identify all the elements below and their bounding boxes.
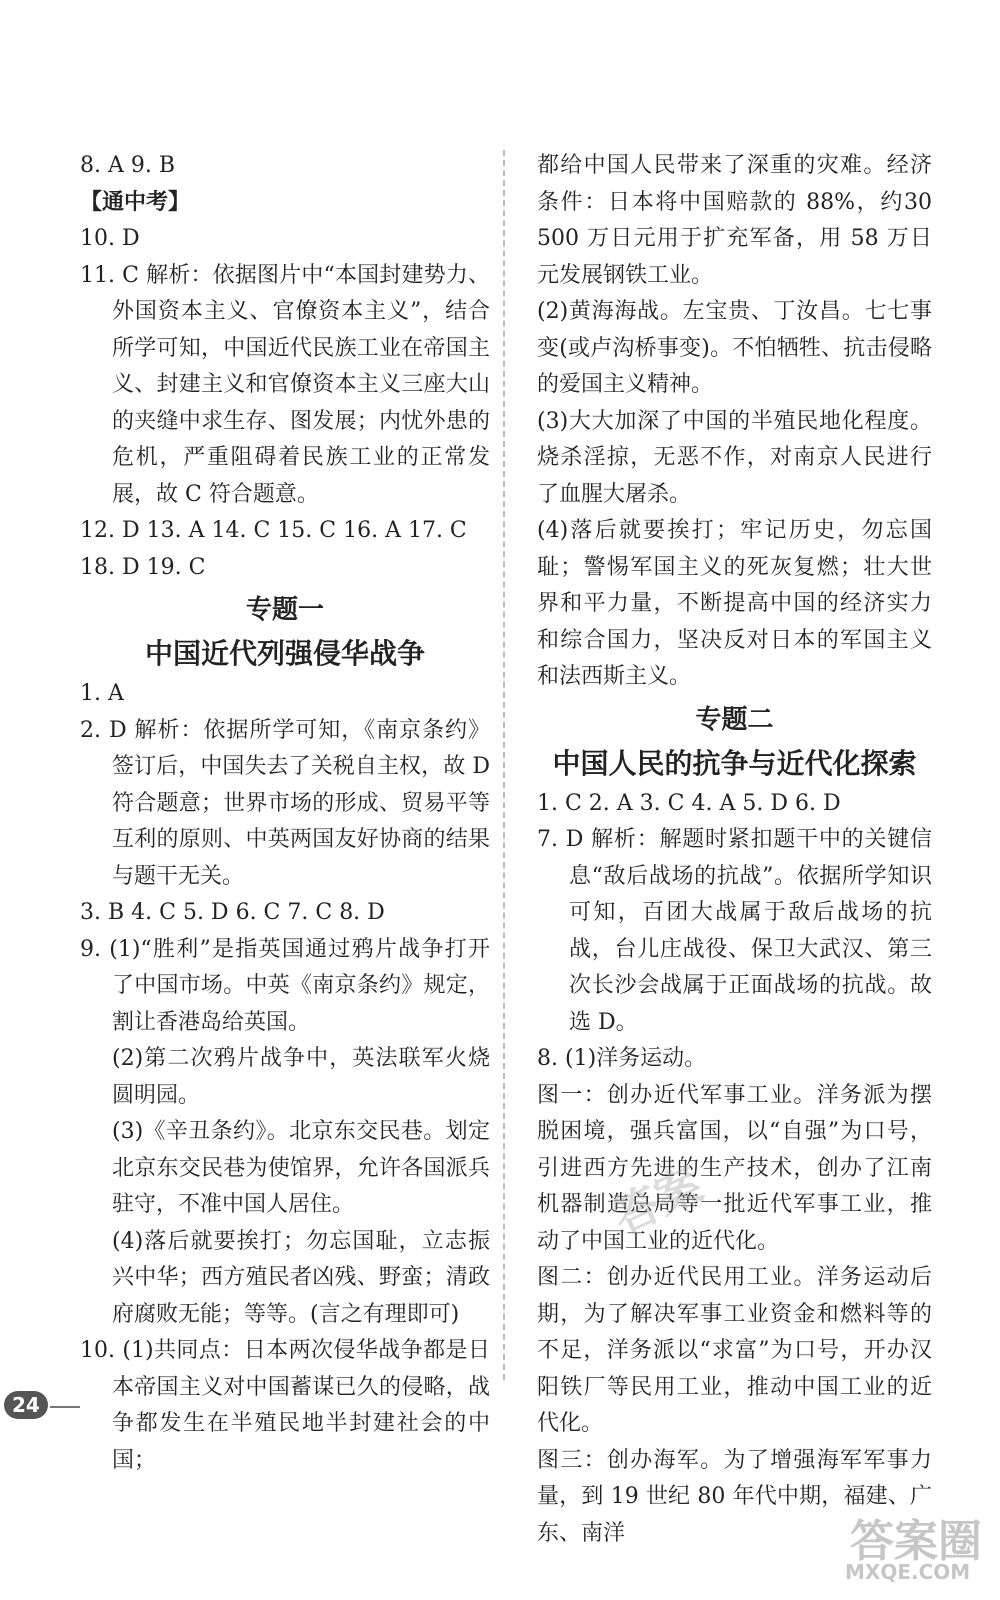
answer-subitem: 图二：创办近代民用工业。洋务运动后期，为了解决军事工业资金和燃料等的不足，洋务派以“求富”为口号，开办汉阳铁厂等民用工业，推动中国工业的近代化。 [537,1265,932,1436]
watermark-url: MXQE.COM [845,1560,971,1584]
answer-line: 18. D 19. C [80,554,206,580]
right-column [537,148,932,1552]
page-number-label: 24 [4,1391,48,1419]
answer-subitem: (3)大大加深了中国的半殖民地化程度。烧杀淫掠，无恶不作，对南京人民进行了血腥大屠杀。 [537,408,932,507]
answer-line: 8. (1)洋务运动。 [537,1046,707,1071]
page-number [4,1388,58,1422]
answer-continuation: 都给中国人民带来了深重的灾难。经济条件：日本将中国赔款的 88%，约30 500 万日元用于扩充军备，用 58 万日元发展钢铁工业。 [537,153,932,288]
topic-label: 专题二 [695,704,774,735]
watermark: 答案 [604,1156,711,1245]
answer-subitem: (2)第二次鸦片战争中，英法联军火烧圆明园。 [112,1046,490,1108]
topic-title: 中国近代列强侵华战争 [144,637,425,670]
answer-line: 8. A 9. B [80,153,176,178]
answer-line: 12. D 13. A 14. C 15. C 16. A 17. C [80,518,467,543]
left-column [80,148,490,1479]
column-divider [503,150,505,1380]
answer-explanation: 10. (1)共同点：日本两次侵华战争都是日本帝国主义对中国蓄谋已久的侵略，战争都发生在半殖民地半封建社会的中国； [80,1338,490,1473]
watermark-logo: 答案圈 [850,1516,982,1567]
answer-explanation: 9. (1)“胜利”是指英国通过鸦片战争打开了中国市场。中英《南京条约》规定，割让香港岛给英国。 [80,936,490,1035]
answer-line: 1. C 2. A 3. C 4. A 5. D 6. D [537,790,841,816]
page-number-rule [50,1406,80,1408]
answer-explanation: 7. D 解析：解题时紧扣题干中的关键信息“敌后战场的抗战”。依据所学知识可知，百团大战属于敌后战场的抗战，台儿庄战役、保卫大武汉、第三次长沙会战属于正面战场的抗战。故选 D。 [537,827,932,1035]
answer-explanation: 11. C 解析：依据图片中“本国封建势力、外国资本主义、官僚资本主义”，结合所学可知，中国近代民族工业在帝国主义、封建主义和官僚资本主义三座大山的夹缝中求生存、图发展；内忧外患的危机，严重阻碍着民族工业的正常发展，故 C 符合题意。 [80,262,490,507]
answer-line: 1. A [80,681,124,706]
answer-subitem: (3)《辛丑条约》。北京东交民巷。划定北京东交民巷为使馆界，允许各国派兵驻守，不准中国人居住。 [112,1119,490,1217]
answer-subitem: (4)落后就要挨打；牢记历史，勿忘国耻；警惕军国主义的死灰复燃；壮大世界和平力量，不断提高中国的经济实力和综合国力，坚决反对日本的军国主义和法西斯主义。 [537,518,932,689]
topic-title: 中国人民的抗争与近代化探索 [552,746,917,780]
answer-subitem: (2)黄海海战。左宝贵、丁汝昌。七七事变(或卢沟桥事变)。不怕牺牲、抗击侵略的爱国主义精神。 [537,299,932,397]
answer-subitem: 图三：创办海军。为了增强海军军事力量，到 19 世纪 80 年代中期，福建、广东、南洋 [537,1447,932,1546]
topic-label: 专题一 [245,595,324,625]
answer-subitem: 图一：创办近代军事工业。洋务派为摆脱困境，强兵富国，以“自强”为口号，引进西方先进的生产技术，创办了江南机器制造总局等一批近代军事工业，推动了中国工业的近代化。 [537,1082,932,1254]
answer-subitem: (4)落后就要挨打；勿忘国耻，立志振兴中华；西方殖民者凶残、野蛮；清政府腐败无能；等等。(言之有理即可) [112,1228,490,1327]
answer-line: 10. D [80,226,140,251]
answer-explanation: 2. D 解析：依据所学可知，《南京条约》签订后，中国失去了关税自主权，故 D 符合题意；世界市场的形成、贸易平等互利的原则、中英两国友好协商的结果与题干无关。 [80,717,490,889]
answer-line: 3. B 4. C 5. D 6. C 7. C 8. D [80,900,385,925]
section-header: 【通中考】 [80,189,191,215]
